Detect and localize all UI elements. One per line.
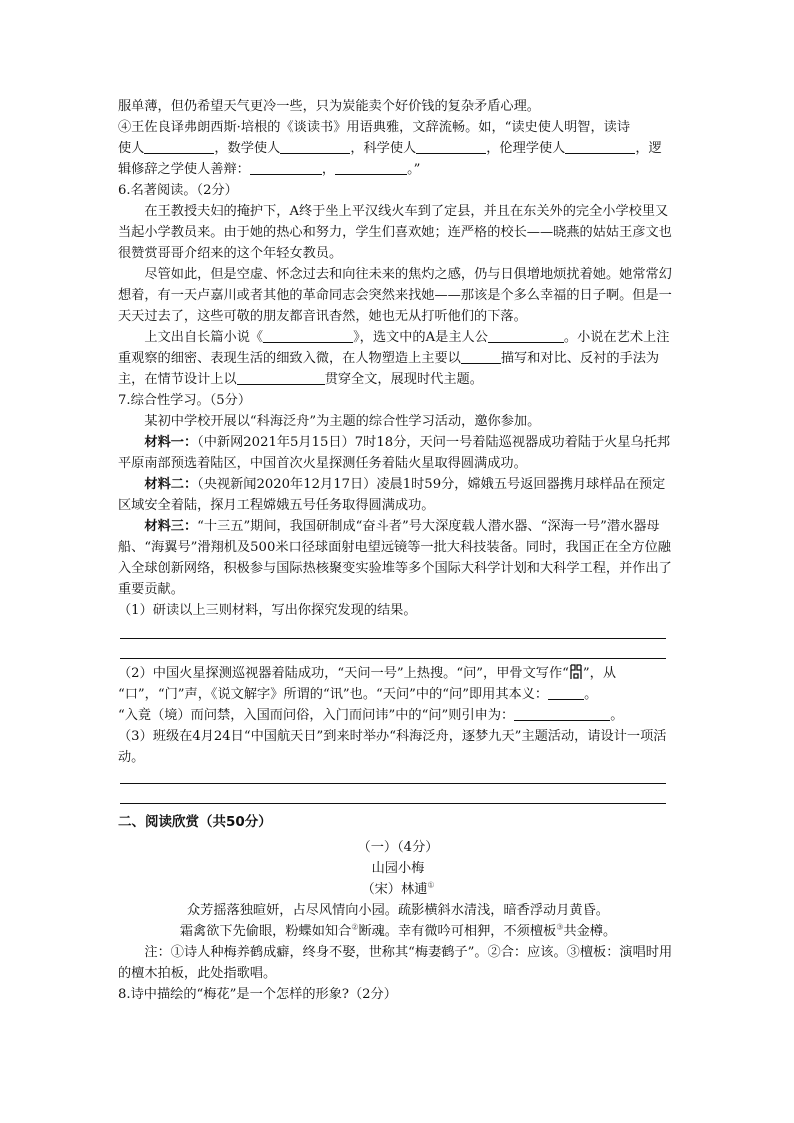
poem-notes: 注：①诗人种梅养鹤成癖，终身不娶，世称其“梅妻鹤子”。②合：应该。③檀板：演唱时用的檀木拍板，此处指歌唱。 xyxy=(118,945,673,981)
q7-sub2: （2）中国火星探测巡视器着陆成功，“天问一号”上热搜。“问”，甲骨文写作“ ”，从 “口”，“门”声，《说文解字》所谓的“讯”也。“天问”中的“问”即用其本义： 。 “入竟（境）而问禁，入国而问俗，入门而问讳”中的“问”则引申为： 。 xyxy=(118,666,624,723)
q6-para1: 在王教授夫妇的掩护下，A终于坐上平汉线火车到了定县，并且在东关外的完全小学校里又当起小学教员来。由于她的热心和努力，学生们喜欢她；连严格的校长——晓燕的姑姑王彦文也很赞赏哥哥介绍来的这个年轻女教员。 xyxy=(118,204,672,261)
fill-blank[interactable] xyxy=(237,370,325,385)
q7-sub3: （3）班级在4月24日“中国航天日”到来时举办“科海泛舟，逐梦九天”主题活动，请设计一项活动。 xyxy=(118,729,667,765)
q6-question: 上文出自长篇小说《 》，选文中的A是主人公 。小说在艺术上注重观察的细密、表现生活的细致入微，在人物塑造上主要以 描写和对比、反衬的手法为主，在情节设计上以 贯穿全文，展现时代主题。 xyxy=(118,330,670,387)
q6-title: 6.名著阅读。（2分） xyxy=(118,183,238,198)
q6-para2: 尽管如此，但是空虚、怀念过去和向往未来的焦灼之感，仍与日俱增地烦扰着她。她常常幻想着，有一天卢嘉川或者其他的革命同志会突然来找她——那该是个多么幸福的日子啊。但是一天天过去了，这些可敬的朋友都音讯杳然，她也无从打听他们的下落。 xyxy=(118,267,672,324)
q7-material2: 材料二：（央视新闻2020年12月17日）凌晨1时59分，嫦娥五号返回器携月球样品在预定区域安全着陆，探月工程嫦娥五号任务取得圆满成功。 xyxy=(118,477,666,513)
poem-line1: 众芳摇落独暄妍，占尽风情向小园。疏影横斜水清浅，暗香浮动月黄昏。 xyxy=(187,903,609,918)
item4: ④王佐良译弗朗西斯·培根的《谈读书》用语典雅，文辞流畅。如，“读史使人明智，读诗 使人 ，数学使人 ，科学使人 ，伦理学使人 ，逻 辑修辞之学使人善辩： ， 。” xyxy=(118,120,662,177)
q7-material1: 材料一：（中新网2021年5月15日）7时18分，天问一号着陆巡视器成功着陆于火星乌托邦平原南部预选着陆区，中国首次火星探测任务着陆火星取得圆满成功。 xyxy=(118,435,671,471)
fill-blank[interactable] xyxy=(280,139,350,154)
q8: 8.诗中描绘的“梅花”是一个怎样的形象?（2分） xyxy=(118,987,397,1002)
fill-blank[interactable] xyxy=(548,685,584,700)
fill-blank[interactable] xyxy=(416,139,486,154)
exam-page xyxy=(118,96,678,1005)
q7-sub1: （1）研读以上三则材料，写出你探究发现的结果。 xyxy=(118,603,417,618)
fill-blank[interactable] xyxy=(335,160,407,175)
fill-blank[interactable] xyxy=(144,139,214,154)
fill-blank[interactable] xyxy=(488,328,564,343)
poem-title: 山园小梅 xyxy=(371,861,425,876)
fill-blank[interactable] xyxy=(250,160,322,175)
fill-blank[interactable] xyxy=(514,706,610,721)
part1-heading: （一）（4分） xyxy=(357,840,439,855)
section2-title: 二、阅读欣赏（共50分） xyxy=(118,814,272,830)
q7-material3: 材料三：“十三五”期间，我国研制成“奋斗者”号大深度载人潜水器、“深海一号”潜水器母船、“海翼号”滑翔机及500米口径球面射电望远镜等一批大科技装备。同时，我国正在全方位融入全球创新网络，积极参与国际热核聚变实验堆等多个国际大科学计划和大科学工程，并作出了重要贡献。 xyxy=(118,519,672,597)
oracle-bone-wen-icon xyxy=(569,664,583,680)
section1-tail-line: 服单薄，但仍希望天气更冷一些，只为炭能卖个好价钱的复杂矛盾心理。 xyxy=(118,99,540,114)
poem-line2: 霜禽欲下先偷眼，粉蝶如知合②断魂。幸有微吟可相狎，不须檀板③共金樽。 xyxy=(179,922,617,939)
poem-author: （宋）林逋① xyxy=(361,880,435,897)
q7-title: 7.综合性学习。（5分） xyxy=(118,393,252,408)
fill-blank[interactable] xyxy=(461,349,501,364)
q7-intro: 某初中学校开展以“科海泛舟”为主题的综合性学习活动，邀你参加。 xyxy=(144,414,541,429)
fill-blank[interactable] xyxy=(263,328,353,343)
fill-blank[interactable] xyxy=(565,139,635,154)
